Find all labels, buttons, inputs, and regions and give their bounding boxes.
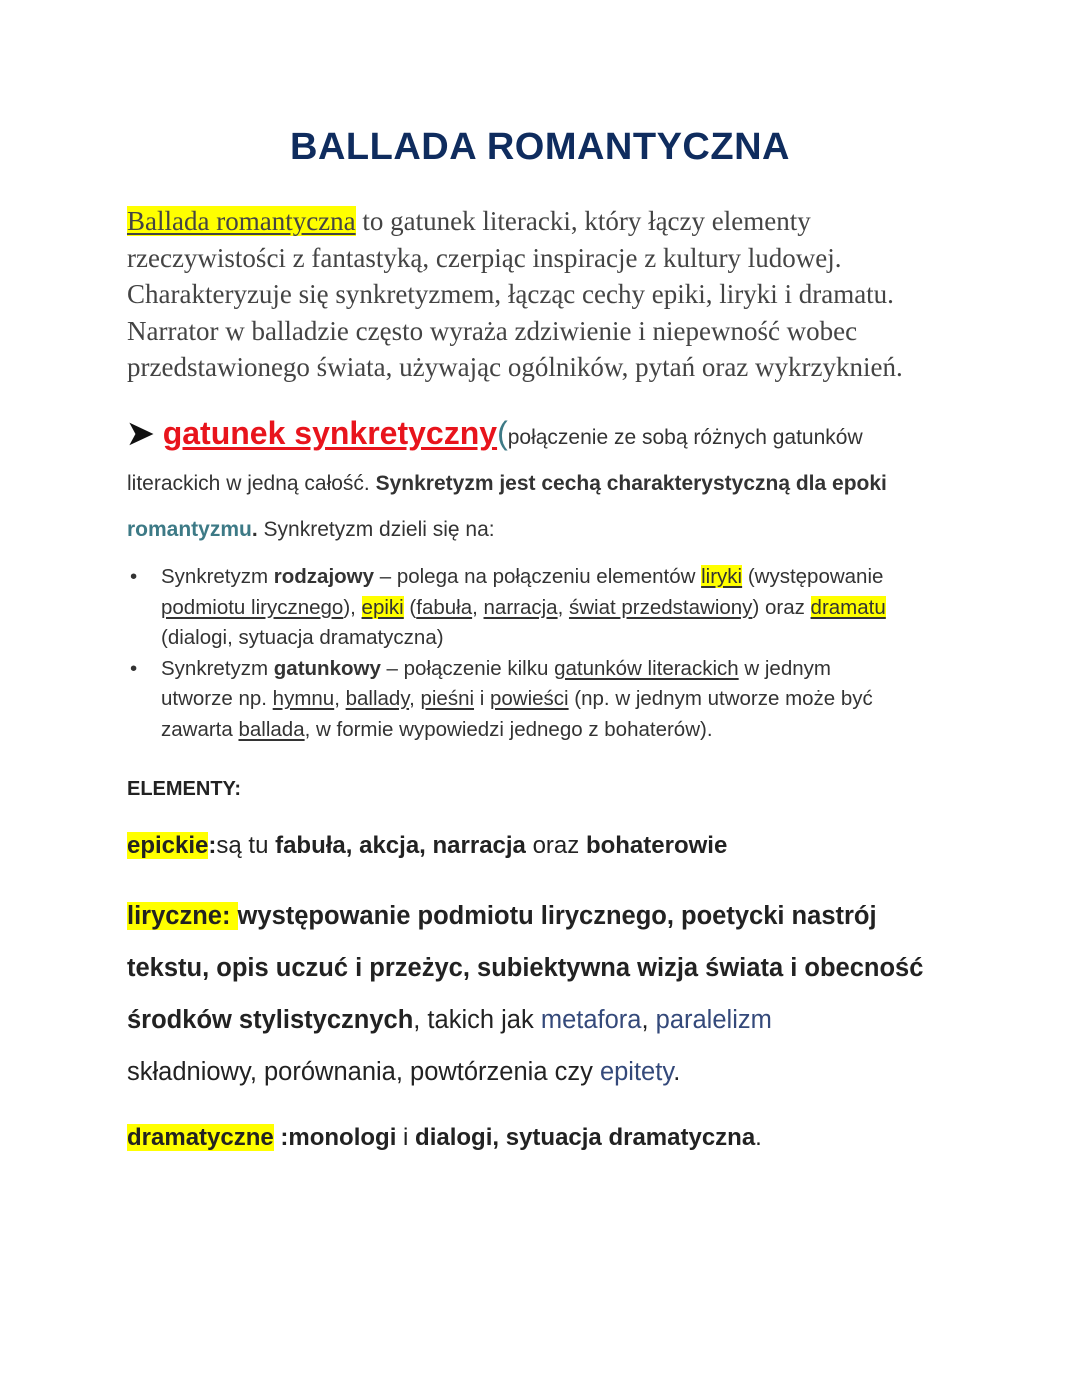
text-segment: Synkretyzm dzieli się na: bbox=[257, 518, 495, 541]
intro-paragraph bbox=[127, 203, 1007, 386]
text-segment: i bbox=[474, 687, 490, 710]
underlined-text: gatunków literackich bbox=[554, 656, 739, 680]
highlighted-text: liryczne: bbox=[127, 902, 238, 930]
text-segment: tekstu, opis uczuć i przeżyc, subiektywna wizja świata i obecność bbox=[127, 954, 924, 982]
list-item-text bbox=[161, 657, 873, 741]
text-segment: ( bbox=[403, 595, 417, 619]
underlined-text: narracja bbox=[483, 595, 558, 619]
text-segment: :monologi bbox=[273, 1124, 397, 1151]
underlined-text: pieśni bbox=[420, 687, 475, 710]
text-segment: metafora bbox=[540, 1006, 642, 1034]
text-segment: , w formie wypowiedzi jednego z bohaterów). bbox=[304, 717, 713, 741]
syncretism-types-list bbox=[127, 562, 981, 745]
text-segment: połączenie ze sobą różnych gatunków bbox=[507, 426, 863, 449]
epic-elements bbox=[127, 828, 727, 864]
text-segment: – polega na połączeniu elementów bbox=[374, 565, 702, 588]
text-segment: fabuła, akcja, narracja bbox=[275, 832, 526, 859]
text-segment: oraz bbox=[525, 832, 586, 859]
text-segment: Synkretyzm jest cechą charakterystyczną dla epoki bbox=[375, 472, 887, 495]
text-segment: , bbox=[557, 595, 569, 619]
syncretic-genre-section bbox=[127, 410, 1007, 553]
text-segment: rzeczywistości z fantastyką, czerpiąc inspiracje z kultury ludowej. bbox=[127, 242, 842, 273]
text-segment: dialogi, sytuacja dramatyczna bbox=[415, 1124, 756, 1151]
text-segment: przedstawionego świata, używając ogólników, pytań oraz wykrzyknień. bbox=[127, 352, 903, 382]
text-segment: ( bbox=[497, 415, 508, 451]
text-segment: to gatunek literacki, który łączy elementy bbox=[355, 206, 811, 236]
text-segment: utworze np. bbox=[161, 687, 273, 710]
underlined-text: gatunek synkretyczny bbox=[162, 415, 498, 451]
text-segment: zawarta bbox=[161, 717, 239, 741]
text-segment: są tu bbox=[216, 832, 276, 859]
lyric-elements bbox=[127, 890, 1027, 1098]
text-segment: , bbox=[472, 595, 484, 619]
highlighted-text: liryki bbox=[701, 565, 743, 588]
text-segment: Synkretyzm bbox=[161, 565, 274, 588]
text-segment: (występowanie bbox=[742, 565, 884, 588]
text-segment: Synkretyzm bbox=[161, 656, 274, 680]
dramatic-elements bbox=[127, 1120, 762, 1156]
text-segment: środków stylistycznych bbox=[127, 1006, 414, 1034]
text-segment: składniowy, porównania, powtórzenia czy bbox=[127, 1058, 600, 1086]
highlighted-text: epiki bbox=[361, 595, 404, 619]
text-segment: (np. w jednym utworze może być bbox=[568, 687, 873, 710]
underlined-text: hymnu bbox=[272, 687, 335, 710]
text-segment: ) oraz bbox=[752, 595, 811, 619]
text-segment: , bbox=[641, 1006, 656, 1034]
highlighted-text: Ballada romantyczna bbox=[127, 206, 356, 236]
list-item-gatunkowy bbox=[130, 654, 981, 746]
text-segment: rodzajowy bbox=[273, 565, 375, 588]
text-segment: , bbox=[409, 687, 421, 710]
text-segment: romantyzmu bbox=[127, 518, 252, 541]
highlighted-text: epickie bbox=[127, 832, 209, 859]
text-segment: gatunkowy bbox=[273, 656, 381, 680]
text-segment: bohaterowie bbox=[585, 832, 728, 859]
text-segment: – połączenie kilku bbox=[380, 656, 555, 680]
list-item-text bbox=[161, 565, 886, 649]
text-segment: , bbox=[334, 687, 346, 710]
underlined-text: ballada bbox=[238, 717, 305, 741]
underlined-text: świat przedstawiony bbox=[568, 595, 753, 619]
text-segment: literackich w jedną całość. bbox=[127, 472, 376, 495]
text-segment: . bbox=[673, 1058, 681, 1086]
bullet-icon: • bbox=[130, 656, 138, 680]
text-segment: epitety bbox=[599, 1058, 674, 1086]
highlighted-text: dramatyczne bbox=[127, 1124, 274, 1151]
text-segment: , takich jak bbox=[413, 1006, 541, 1034]
text-segment: (dialogi, sytuacja dramatyczna) bbox=[161, 626, 444, 649]
underlined-text: podmiotu lirycznego bbox=[161, 595, 344, 619]
underlined-text: powieści bbox=[489, 687, 569, 710]
list-item-rodzajowy bbox=[130, 562, 981, 654]
elements-heading: ELEMENTY: bbox=[127, 778, 242, 800]
underlined-text: fabuła bbox=[416, 595, 473, 619]
text-segment: ➤ bbox=[127, 415, 163, 451]
text-segment: : bbox=[208, 832, 217, 859]
text-segment: paralelizm bbox=[655, 1006, 772, 1034]
page-title: BALLADA ROMANTYCZNA bbox=[290, 126, 790, 168]
text-segment: występowanie podmiotu lirycznego, poetycki nastrój bbox=[237, 902, 877, 930]
highlighted-text: dramatu bbox=[810, 595, 886, 619]
text-segment: w jednym bbox=[738, 656, 831, 680]
text-segment: i bbox=[396, 1124, 416, 1151]
text-segment: Narrator w balladzie często wyraża zdziwienie i niepewność wobec bbox=[127, 315, 858, 346]
text-segment: ), bbox=[343, 595, 362, 619]
bullet-icon: • bbox=[130, 565, 138, 588]
text-segment: . bbox=[755, 1124, 762, 1151]
text-segment: Charakteryzuje się synkretyzmem, łącząc cechy epiki, liryki i dramatu. bbox=[127, 279, 894, 309]
underlined-text: ballady bbox=[345, 687, 410, 710]
text-segment: . bbox=[251, 518, 258, 541]
